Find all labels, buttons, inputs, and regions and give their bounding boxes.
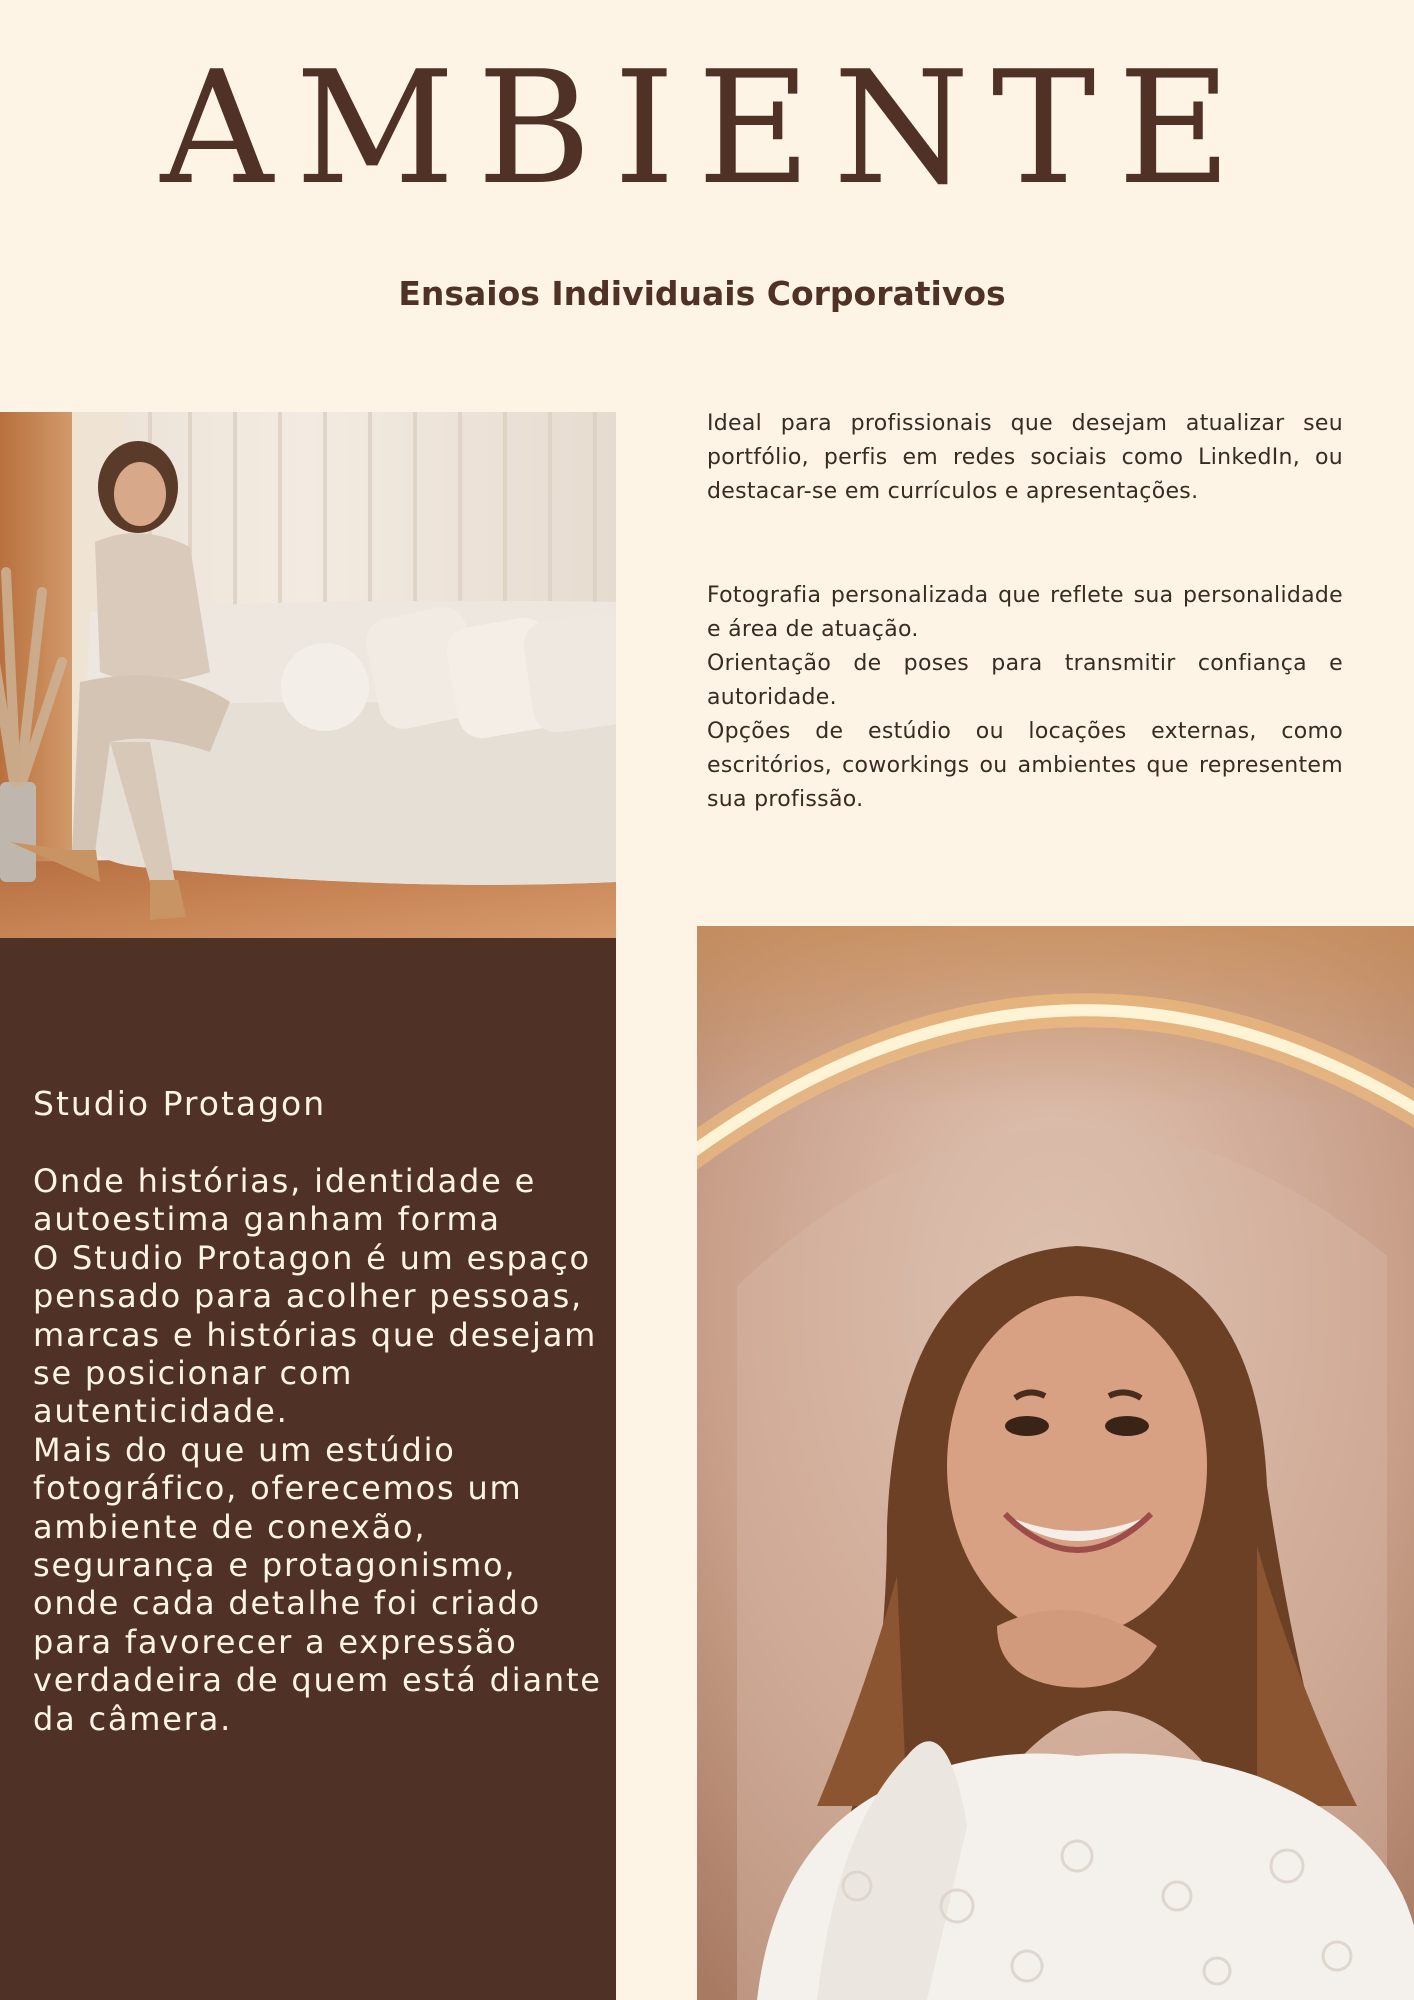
studio-paragraph: Mais do que um estúdio fotográfico, oferecemos um ambiente de conexão, segurança e protagonismo, onde cada detalhe foi criado para favorecer a expressão verdadeira de quem está diante da câmera.: [33, 1430, 602, 1738]
headshot-portrait-photo: [697, 926, 1414, 2000]
feature-item: Opções de estúdio ou locações externas, como escritórios, coworkings ou ambientes que representem sua profissão.: [707, 719, 1343, 812]
studio-description: [33, 1162, 603, 1738]
page-subtitle: Ensaios Individuais Corporativos: [398, 274, 1006, 313]
studio-name: Studio Protagon: [33, 1084, 327, 1123]
intro-text: [707, 407, 1343, 509]
intro-paragraph: Ideal para profissionais que desejam atualizar seu portfólio, perfis em redes sociais como LinkedIn, ou destacar-se em currículos e apresentações.: [707, 411, 1343, 504]
page-title: AMBIENTE: [160, 37, 1254, 219]
studio-paragraph: O Studio Protagon é um espaço pensado para acolher pessoas, marcas e histórias que desejam se posicionar com autenticidade.: [33, 1238, 598, 1431]
feature-item: Fotografia personalizada que reflete sua personalidade e área de atuação.: [707, 583, 1343, 642]
feature-list: [707, 579, 1343, 817]
sofa-portrait-photo: [0, 412, 616, 938]
feature-item: Orientação de poses para transmitir confiança e autoridade.: [707, 651, 1343, 710]
studio-paragraph: Onde histórias, identidade e autoestima ganham forma: [33, 1162, 537, 1239]
